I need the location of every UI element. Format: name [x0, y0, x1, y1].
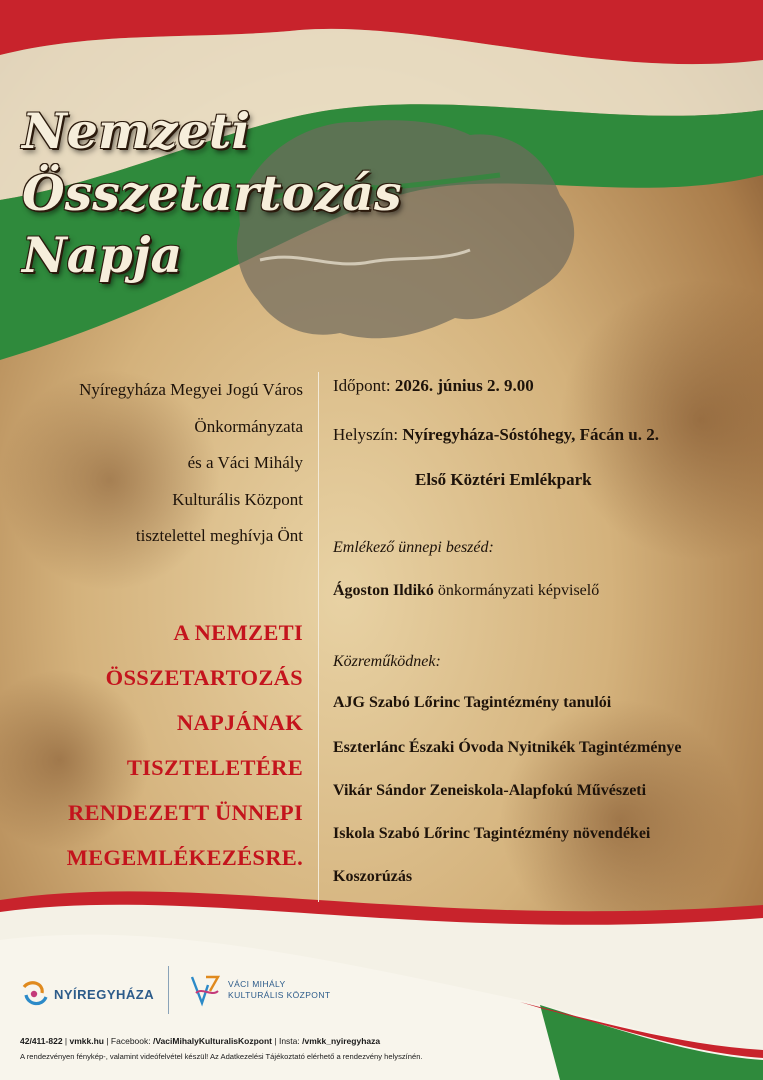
headline-line: ÖSSZETARTOZÁS — [105, 665, 303, 690]
place-row — [333, 425, 659, 445]
logo-separator — [168, 966, 169, 1014]
invite-line: Nyíregyháza Megyei Jogú Város — [79, 380, 303, 399]
recording-notice: A rendezvényen fénykép-, valamint videófelvétel készül! Az Adatkezelési Tájékoztató elérhető a rendezvény helyszínén. — [20, 1052, 423, 1061]
insta-label: Insta: — [278, 1036, 300, 1046]
vmkk-logo-text — [228, 979, 330, 1001]
headline-line: A NEMZETI — [173, 620, 303, 645]
title-line: Nemzeti — [22, 102, 251, 160]
contributors-label: Közreműködnek: — [333, 653, 441, 670]
contributor-item: Iskola Szabó Lőrinc Tagintézmény növendékei — [333, 825, 651, 842]
place-label: Helyszín: — [333, 425, 399, 444]
poster-title — [22, 100, 402, 286]
vmkk-logo — [188, 973, 330, 1007]
facebook-label: Facebook: — [110, 1036, 151, 1046]
time-value: 2026. június 2. 9.00 — [394, 376, 534, 395]
nyiregyhaza-logo-text: NYÍREGYHÁZA — [54, 986, 155, 1002]
headline-line: NAPJÁNAK — [176, 710, 303, 735]
vmkk-logo-icon — [188, 973, 222, 1007]
title-line: Napja — [22, 226, 183, 284]
headline-line: RENDEZETT ÜNNEPI — [67, 800, 303, 825]
contributor-item: Vikár Sándor Zeneiskola-Alapfokú Művészeti — [333, 782, 647, 799]
contact-line: 42/411-822 | vmkk.hu | Facebook: /VaciMihalyKulturalisKozpont | Insta: /vmkk_nyiregyhaza — [20, 1036, 381, 1046]
speech-label: Emlékező ünnepi beszéd: — [333, 539, 494, 556]
contributor-item: Eszterlánc Északi Óvoda Nyitnikék Tagintézménye — [333, 739, 682, 756]
headline-line: MEGEMLÉKEZÉSRE. — [66, 845, 303, 870]
nyiregyhaza-logo — [20, 981, 154, 1007]
place-sub: Első Köztéri Emlékpark — [415, 470, 592, 489]
headline-line: TISZTELETÉRE — [126, 755, 303, 780]
speaker-role: önkormányzati képviselő — [437, 582, 600, 599]
contributor-item: Koszorúzás — [333, 868, 413, 885]
invite-line: Önkormányzata — [194, 416, 303, 436]
contributor-item: AJG Szabó Lőrinc Tagintézmény tanulói — [333, 694, 612, 711]
time-row — [333, 376, 534, 396]
nyiregyhaza-logo-icon — [20, 981, 50, 1007]
speaker-row — [333, 582, 599, 600]
parchment-stain — [560, 280, 763, 560]
vmkk-logo-line: KULTURÁLIS KÖZPONT — [228, 990, 331, 1000]
column-divider — [318, 372, 319, 902]
contact-web: vmkk.hu — [69, 1036, 104, 1046]
facebook-value: /VaciMihalyKulturalisKozpont — [153, 1036, 273, 1046]
title-line: Összetartozás — [22, 164, 402, 222]
insta-value: /vmkk_nyiregyhaza — [302, 1036, 381, 1046]
vmkk-logo-line: VÁCI MIHÁLY — [228, 979, 286, 989]
invite-line: tisztelettel meghívja Önt — [135, 526, 303, 545]
place-sub-row — [415, 470, 592, 490]
invitation-text — [13, 372, 303, 555]
event-headline — [3, 610, 303, 880]
place-value: Nyíregyháza-Sóstóhegy, Fácán u. 2. — [402, 425, 659, 444]
time-label: Időpont: — [333, 376, 391, 395]
invite-line: Kulturális Központ — [172, 489, 303, 509]
parchment-stain — [500, 700, 740, 940]
contact-phone: 42/411-822 — [20, 1036, 63, 1046]
speaker-name: Ágoston Ildikó — [333, 582, 434, 599]
invite-line: és a Váci Mihály — [187, 453, 303, 472]
